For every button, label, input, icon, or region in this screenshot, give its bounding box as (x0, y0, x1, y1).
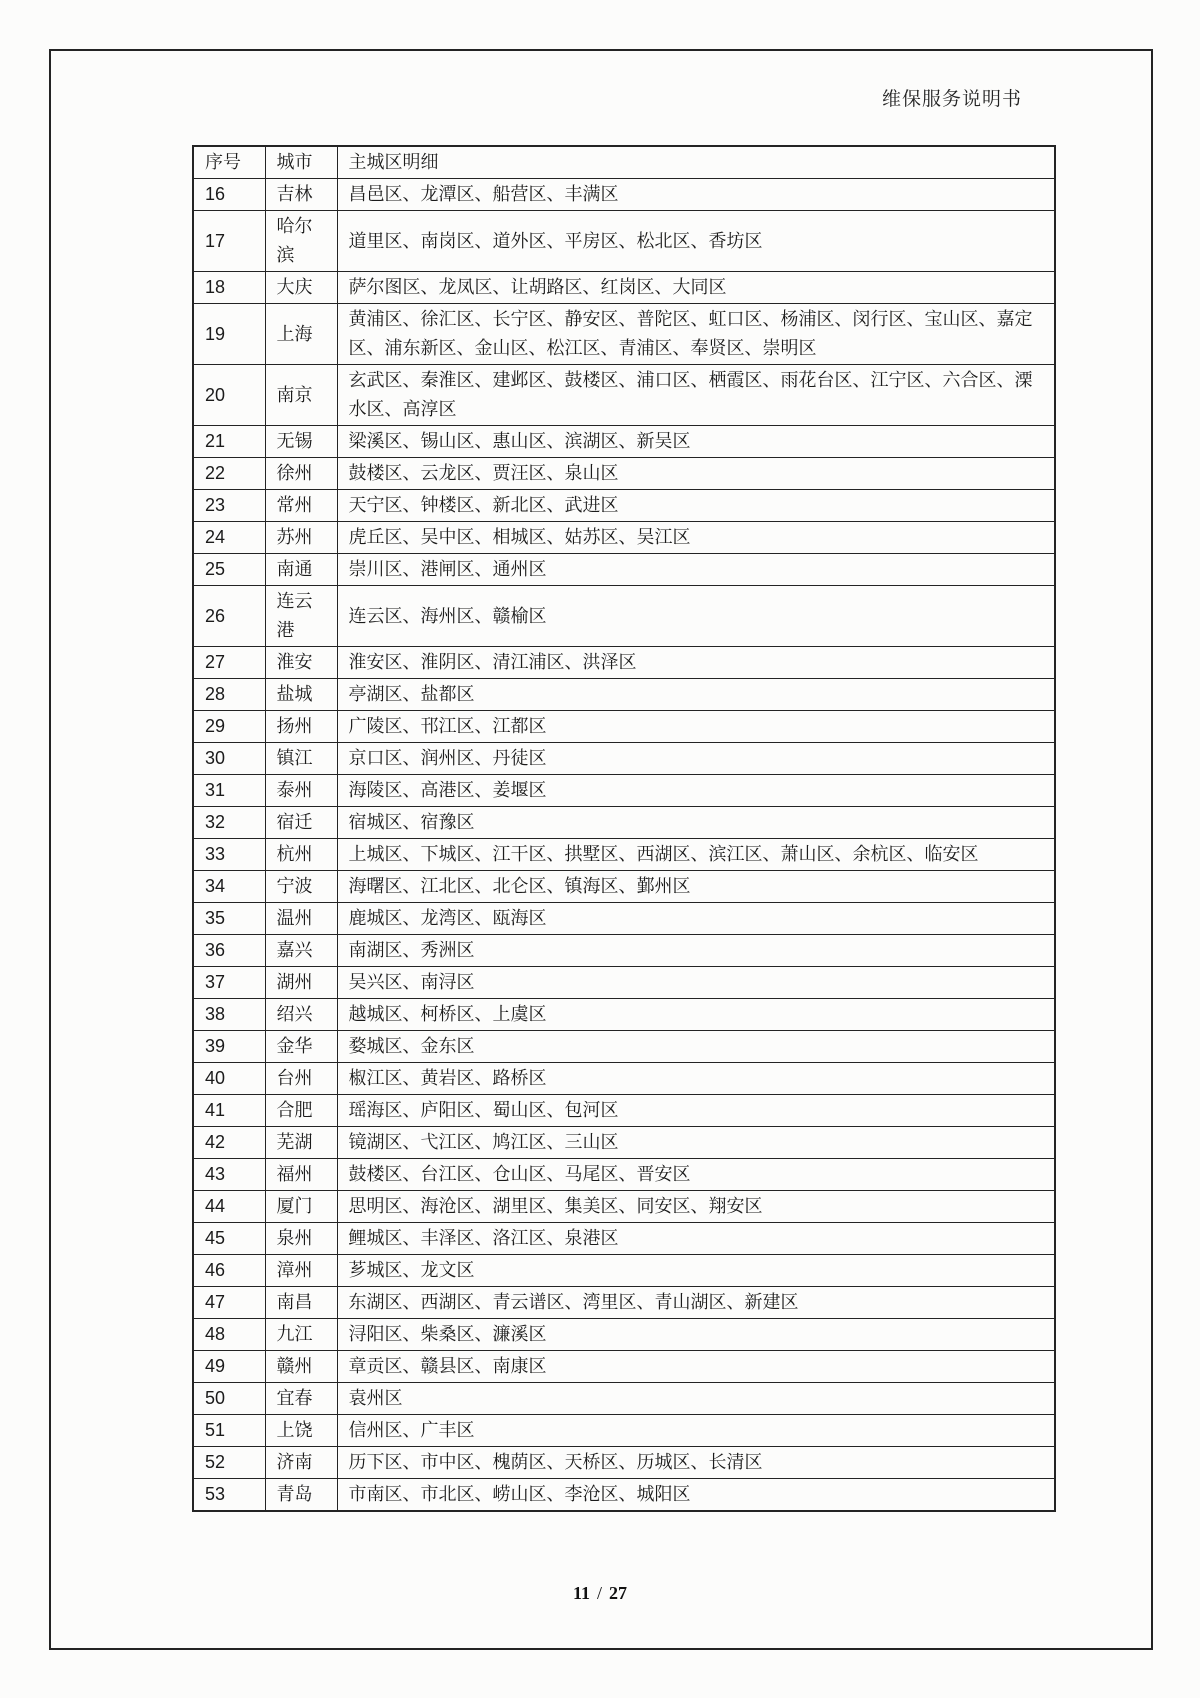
table-row (193, 586, 1055, 647)
row-city-cell: 上海 (265, 304, 337, 365)
row-districts-cell: 历下区、市中区、槐荫区、天桥区、历城区、长清区 (337, 1447, 1055, 1479)
table-row (193, 871, 1055, 903)
row-districts-cell: 崇川区、港闸区、通州区 (337, 554, 1055, 586)
districts-table (192, 145, 1056, 1512)
row-no-cell: 47 (193, 1287, 265, 1319)
table-row (193, 743, 1055, 775)
table-row (193, 522, 1055, 554)
table-row (193, 1287, 1055, 1319)
row-city-cell: 宁波 (265, 871, 337, 903)
row-no-cell: 37 (193, 967, 265, 999)
row-no-cell: 25 (193, 554, 265, 586)
row-districts-cell: 黄浦区、徐汇区、长宁区、静安区、普陀区、虹口区、杨浦区、闵行区、宝山区、嘉定区、浦东新区、金山区、松江区、青浦区、奉贤区、崇明区 (337, 304, 1055, 365)
row-districts-cell: 思明区、海沧区、湖里区、集美区、同安区、翔安区 (337, 1191, 1055, 1223)
row-city-cell: 温州 (265, 903, 337, 935)
row-no-cell: 28 (193, 679, 265, 711)
row-districts-cell: 上城区、下城区、江干区、拱墅区、西湖区、滨江区、萧山区、余杭区、临安区 (337, 839, 1055, 871)
page-current: 11 (572, 1583, 590, 1603)
row-city-cell: 漳州 (265, 1255, 337, 1287)
row-city-cell: 绍兴 (265, 999, 337, 1031)
table-row (193, 1063, 1055, 1095)
row-city-cell: 厦门 (265, 1191, 337, 1223)
row-city-cell: 芜湖 (265, 1127, 337, 1159)
table-row (193, 999, 1055, 1031)
row-districts-cell: 鹿城区、龙湾区、瓯海区 (337, 903, 1055, 935)
table-row (193, 1127, 1055, 1159)
table-row (193, 211, 1055, 272)
table-row (193, 490, 1055, 522)
row-no-cell: 29 (193, 711, 265, 743)
row-city-cell: 泉州 (265, 1223, 337, 1255)
row-districts-cell: 京口区、润州区、丹徒区 (337, 743, 1055, 775)
row-districts-cell: 婺城区、金东区 (337, 1031, 1055, 1063)
column-header-city: 城市 (265, 146, 337, 179)
row-city-cell: 宿迁 (265, 807, 337, 839)
table-row (193, 1031, 1055, 1063)
row-districts-cell: 越城区、柯桥区、上虞区 (337, 999, 1055, 1031)
row-districts-cell: 瑶海区、庐阳区、蜀山区、包河区 (337, 1095, 1055, 1127)
row-city-cell: 无锡 (265, 426, 337, 458)
row-districts-cell: 椒江区、黄岩区、路桥区 (337, 1063, 1055, 1095)
row-districts-cell: 海曙区、江北区、北仑区、镇海区、鄞州区 (337, 871, 1055, 903)
table-row (193, 1255, 1055, 1287)
table-row (193, 935, 1055, 967)
row-districts-cell: 浔阳区、柴桑区、濂溪区 (337, 1319, 1055, 1351)
table-row (193, 458, 1055, 490)
table-body (193, 179, 1055, 1512)
table-header-row (193, 146, 1055, 179)
table-row (193, 775, 1055, 807)
row-city-cell: 淮安 (265, 647, 337, 679)
row-no-cell: 38 (193, 999, 265, 1031)
row-no-cell: 39 (193, 1031, 265, 1063)
row-districts-cell: 市南区、市北区、崂山区、李沧区、城阳区 (337, 1479, 1055, 1512)
table-row (193, 554, 1055, 586)
row-no-cell: 53 (193, 1479, 265, 1512)
row-no-cell: 42 (193, 1127, 265, 1159)
table-row (193, 903, 1055, 935)
table-row (193, 304, 1055, 365)
row-districts-cell: 袁州区 (337, 1383, 1055, 1415)
row-no-cell: 23 (193, 490, 265, 522)
table-row (193, 179, 1055, 211)
row-no-cell: 46 (193, 1255, 265, 1287)
row-districts-cell: 亭湖区、盐都区 (337, 679, 1055, 711)
row-city-cell: 徐州 (265, 458, 337, 490)
row-city-cell: 哈尔滨 (265, 211, 337, 272)
table-row (193, 1319, 1055, 1351)
row-no-cell: 22 (193, 458, 265, 490)
table-row (193, 1383, 1055, 1415)
row-no-cell: 41 (193, 1095, 265, 1127)
row-no-cell: 33 (193, 839, 265, 871)
row-city-cell: 南通 (265, 554, 337, 586)
row-city-cell: 苏州 (265, 522, 337, 554)
row-districts-cell: 宿城区、宿豫区 (337, 807, 1055, 839)
row-no-cell: 18 (193, 272, 265, 304)
row-districts-cell: 鼓楼区、台江区、仓山区、马尾区、晋安区 (337, 1159, 1055, 1191)
row-districts-cell: 萨尔图区、龙凤区、让胡路区、红岗区、大同区 (337, 272, 1055, 304)
table-row (193, 1415, 1055, 1447)
row-city-cell: 大庆 (265, 272, 337, 304)
row-no-cell: 51 (193, 1415, 265, 1447)
table-row (193, 1159, 1055, 1191)
row-city-cell: 嘉兴 (265, 935, 337, 967)
row-city-cell: 常州 (265, 490, 337, 522)
table-row (193, 1223, 1055, 1255)
row-no-cell: 31 (193, 775, 265, 807)
row-districts-cell: 吴兴区、南浔区 (337, 967, 1055, 999)
row-city-cell: 宜春 (265, 1383, 337, 1415)
row-city-cell: 赣州 (265, 1351, 337, 1383)
row-districts-cell: 虎丘区、吴中区、相城区、姑苏区、吴江区 (337, 522, 1055, 554)
row-city-cell: 南京 (265, 365, 337, 426)
table-row (193, 1479, 1055, 1512)
table-row (193, 272, 1055, 304)
row-no-cell: 35 (193, 903, 265, 935)
table-row (193, 365, 1055, 426)
row-no-cell: 16 (193, 179, 265, 211)
table-row (193, 1447, 1055, 1479)
row-districts-cell: 鲤城区、丰泽区、洛江区、泉港区 (337, 1223, 1055, 1255)
row-no-cell: 44 (193, 1191, 265, 1223)
table-row (193, 839, 1055, 871)
table-row (193, 807, 1055, 839)
row-districts-cell: 信州区、广丰区 (337, 1415, 1055, 1447)
row-districts-cell: 章贡区、赣县区、南康区 (337, 1351, 1055, 1383)
row-no-cell: 27 (193, 647, 265, 679)
row-city-cell: 吉林 (265, 179, 337, 211)
row-districts-cell: 海陵区、高港区、姜堰区 (337, 775, 1055, 807)
row-city-cell: 合肥 (265, 1095, 337, 1127)
row-no-cell: 40 (193, 1063, 265, 1095)
table-row (193, 1095, 1055, 1127)
row-districts-cell: 广陵区、邗江区、江都区 (337, 711, 1055, 743)
row-no-cell: 26 (193, 586, 265, 647)
row-districts-cell: 鼓楼区、云龙区、贾汪区、泉山区 (337, 458, 1055, 490)
row-city-cell: 青岛 (265, 1479, 337, 1512)
row-no-cell: 19 (193, 304, 265, 365)
table-row (193, 1351, 1055, 1383)
table-row (193, 426, 1055, 458)
table-row (193, 647, 1055, 679)
page-separator: / (597, 1583, 603, 1603)
row-city-cell: 连云港 (265, 586, 337, 647)
row-city-cell: 扬州 (265, 711, 337, 743)
row-no-cell: 32 (193, 807, 265, 839)
row-no-cell: 52 (193, 1447, 265, 1479)
document-header-title: 维保服务说明书 (881, 89, 1022, 110)
row-districts-cell: 东湖区、西湖区、青云谱区、湾里区、青山湖区、新建区 (337, 1287, 1055, 1319)
row-districts-cell: 道里区、南岗区、道外区、平房区、松北区、香坊区 (337, 211, 1055, 272)
row-city-cell: 镇江 (265, 743, 337, 775)
row-no-cell: 24 (193, 522, 265, 554)
page-total: 27 (609, 1583, 628, 1603)
row-districts-cell: 昌邑区、龙潭区、船营区、丰满区 (337, 179, 1055, 211)
row-districts-cell: 芗城区、龙文区 (337, 1255, 1055, 1287)
row-city-cell: 福州 (265, 1159, 337, 1191)
row-districts-cell: 连云区、海州区、赣榆区 (337, 586, 1055, 647)
table-row (193, 1191, 1055, 1223)
row-city-cell: 杭州 (265, 839, 337, 871)
row-no-cell: 30 (193, 743, 265, 775)
row-city-cell: 泰州 (265, 775, 337, 807)
row-districts-cell: 镜湖区、弋江区、鸠江区、三山区 (337, 1127, 1055, 1159)
row-city-cell: 上饶 (265, 1415, 337, 1447)
row-city-cell: 济南 (265, 1447, 337, 1479)
table-row (193, 967, 1055, 999)
row-no-cell: 36 (193, 935, 265, 967)
page-number (0, 1583, 1200, 1604)
row-districts-cell: 天宁区、钟楼区、新北区、武进区 (337, 490, 1055, 522)
row-no-cell: 34 (193, 871, 265, 903)
table-row (193, 679, 1055, 711)
row-no-cell: 20 (193, 365, 265, 426)
row-no-cell: 50 (193, 1383, 265, 1415)
row-no-cell: 17 (193, 211, 265, 272)
row-districts-cell: 玄武区、秦淮区、建邺区、鼓楼区、浦口区、栖霞区、雨花台区、江宁区、六合区、溧水区、高淳区 (337, 365, 1055, 426)
row-no-cell: 49 (193, 1351, 265, 1383)
row-city-cell: 台州 (265, 1063, 337, 1095)
table-row (193, 711, 1055, 743)
row-no-cell: 45 (193, 1223, 265, 1255)
column-header-districts: 主城区明细 (337, 146, 1055, 179)
row-districts-cell: 梁溪区、锡山区、惠山区、滨湖区、新吴区 (337, 426, 1055, 458)
row-no-cell: 48 (193, 1319, 265, 1351)
row-city-cell: 盐城 (265, 679, 337, 711)
row-city-cell: 金华 (265, 1031, 337, 1063)
row-city-cell: 南昌 (265, 1287, 337, 1319)
row-no-cell: 21 (193, 426, 265, 458)
row-city-cell: 九江 (265, 1319, 337, 1351)
column-header-no: 序号 (193, 146, 265, 179)
row-districts-cell: 淮安区、淮阴区、清江浦区、洪泽区 (337, 647, 1055, 679)
row-no-cell: 43 (193, 1159, 265, 1191)
row-districts-cell: 南湖区、秀洲区 (337, 935, 1055, 967)
row-city-cell: 湖州 (265, 967, 337, 999)
